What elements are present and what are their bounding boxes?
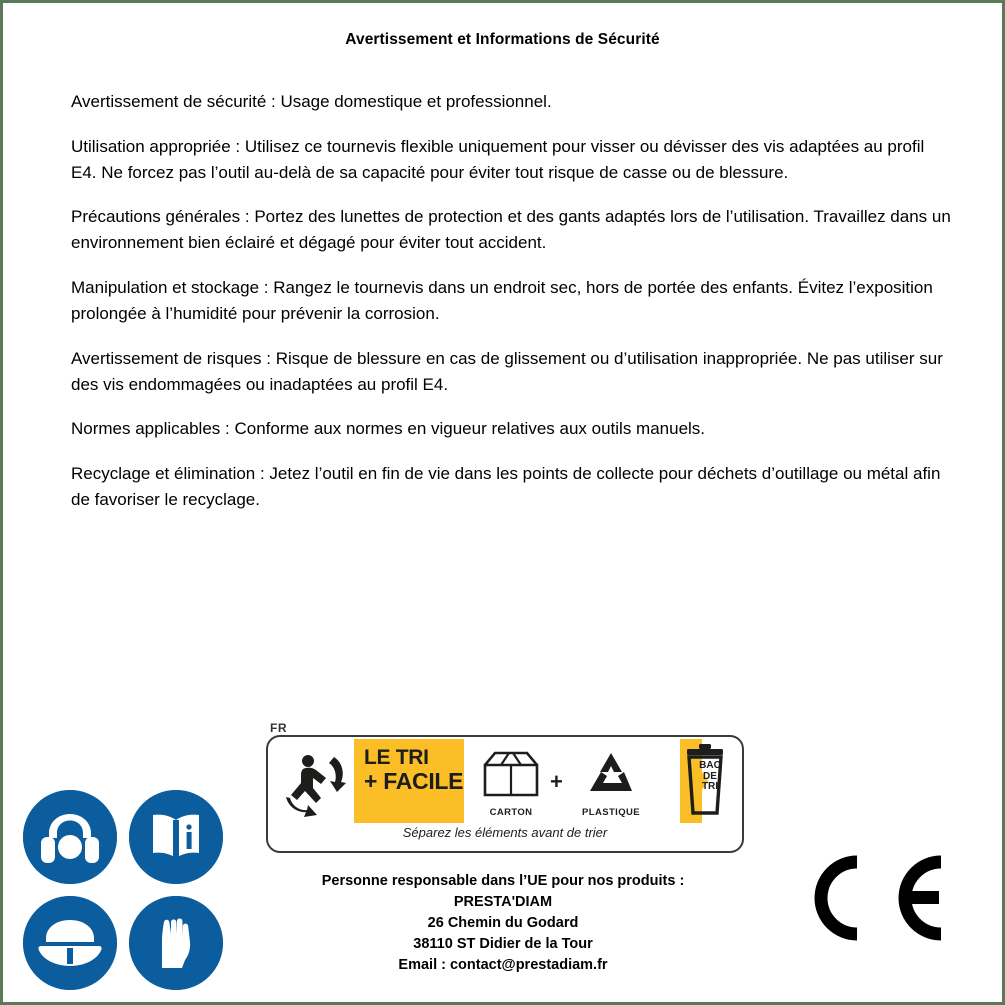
info-tri-box — [266, 735, 744, 853]
paragraph: Avertissement de risques : Risque de blessure en cas de glissement ou d’utilisation inappropriée. Ne pas utiliser sur des vis endommagées ou inadaptées au profil E4. — [71, 348, 943, 394]
read-manual-icon — [129, 790, 223, 884]
carton-material — [474, 745, 548, 818]
ear-protection-icon — [23, 790, 117, 884]
bin-label — [688, 761, 732, 793]
tri-footer-text: Séparez les éléments avant de trier — [402, 825, 608, 840]
paragraph: Normes applicables : Conforme aux normes en vigueur relatives aux outils manuels. — [71, 419, 706, 439]
paragraph: Manipulation et stockage : Rangez le tournevis dans un endroit sec, hors de portée des enfants. Évitez l’exposition prolongée à l’humidité pour prévenir la corrosion. — [71, 278, 933, 323]
tri-slogan-line2: + FACILE — [364, 768, 464, 795]
paragraph: Précautions générales : Portez des lunettes de protection et des gants adaptés lors de l’utilisation. Travaillez dans un environnement bien éclairé et dégagé pour éviter tout accident. — [71, 207, 951, 253]
carton-box-icon — [475, 745, 547, 801]
triman-icon — [276, 745, 352, 817]
paragraph: Utilisation appropriée : Utilisez ce tournevis flexible uniquement pour visser ou dévisser des vis adaptées au profil E4. Ne forcez pas l’outil au-delà de sa capacité pour éviter tout risque de casse ou de blessure. — [71, 136, 925, 182]
eye-protection-icon — [23, 896, 117, 990]
plus-separator: + — [550, 769, 563, 794]
ce-mark-icon — [801, 848, 951, 948]
bin-label-line2: DE — [703, 770, 717, 782]
tri-slogan-line1: LE TRI — [364, 746, 429, 769]
recycle-triangle-icon — [578, 745, 644, 801]
responsible-person-block — [193, 871, 813, 976]
tri-slogan — [364, 747, 464, 794]
carton-caption: CARTON — [489, 807, 533, 818]
company-city: 38110 ST Didier de la Tour — [413, 936, 593, 953]
company-name: PRESTA'DIAM — [453, 894, 553, 911]
paragraph: Recyclage et élimination : Jetez l’outil en fin de vie dans les points de collecte pour déchets d’outillage ou métal afin de favoriser le recyclage. — [71, 464, 941, 510]
company-street: 26 Chemin du Godard — [427, 915, 579, 932]
paragraph: Avertissement de sécurité : Usage domestique et professionnel. — [71, 92, 552, 111]
bin-label-line1: BAC — [699, 760, 721, 771]
plastique-caption: PLASTIQUE — [582, 807, 640, 818]
info-tri-label — [266, 721, 744, 853]
safety-text-block — [71, 83, 951, 532]
contact-line: Personne responsable dans l’UE pour nos produits : — [321, 873, 685, 889]
label-language: FR — [270, 721, 287, 735]
page-title: Avertissement et Informations de Sécurité — [345, 31, 660, 48]
plastique-material — [568, 745, 654, 818]
company-email: Email : contact@prestadiam.fr — [398, 957, 608, 974]
bin-label-line3: TRI — [701, 781, 719, 792]
